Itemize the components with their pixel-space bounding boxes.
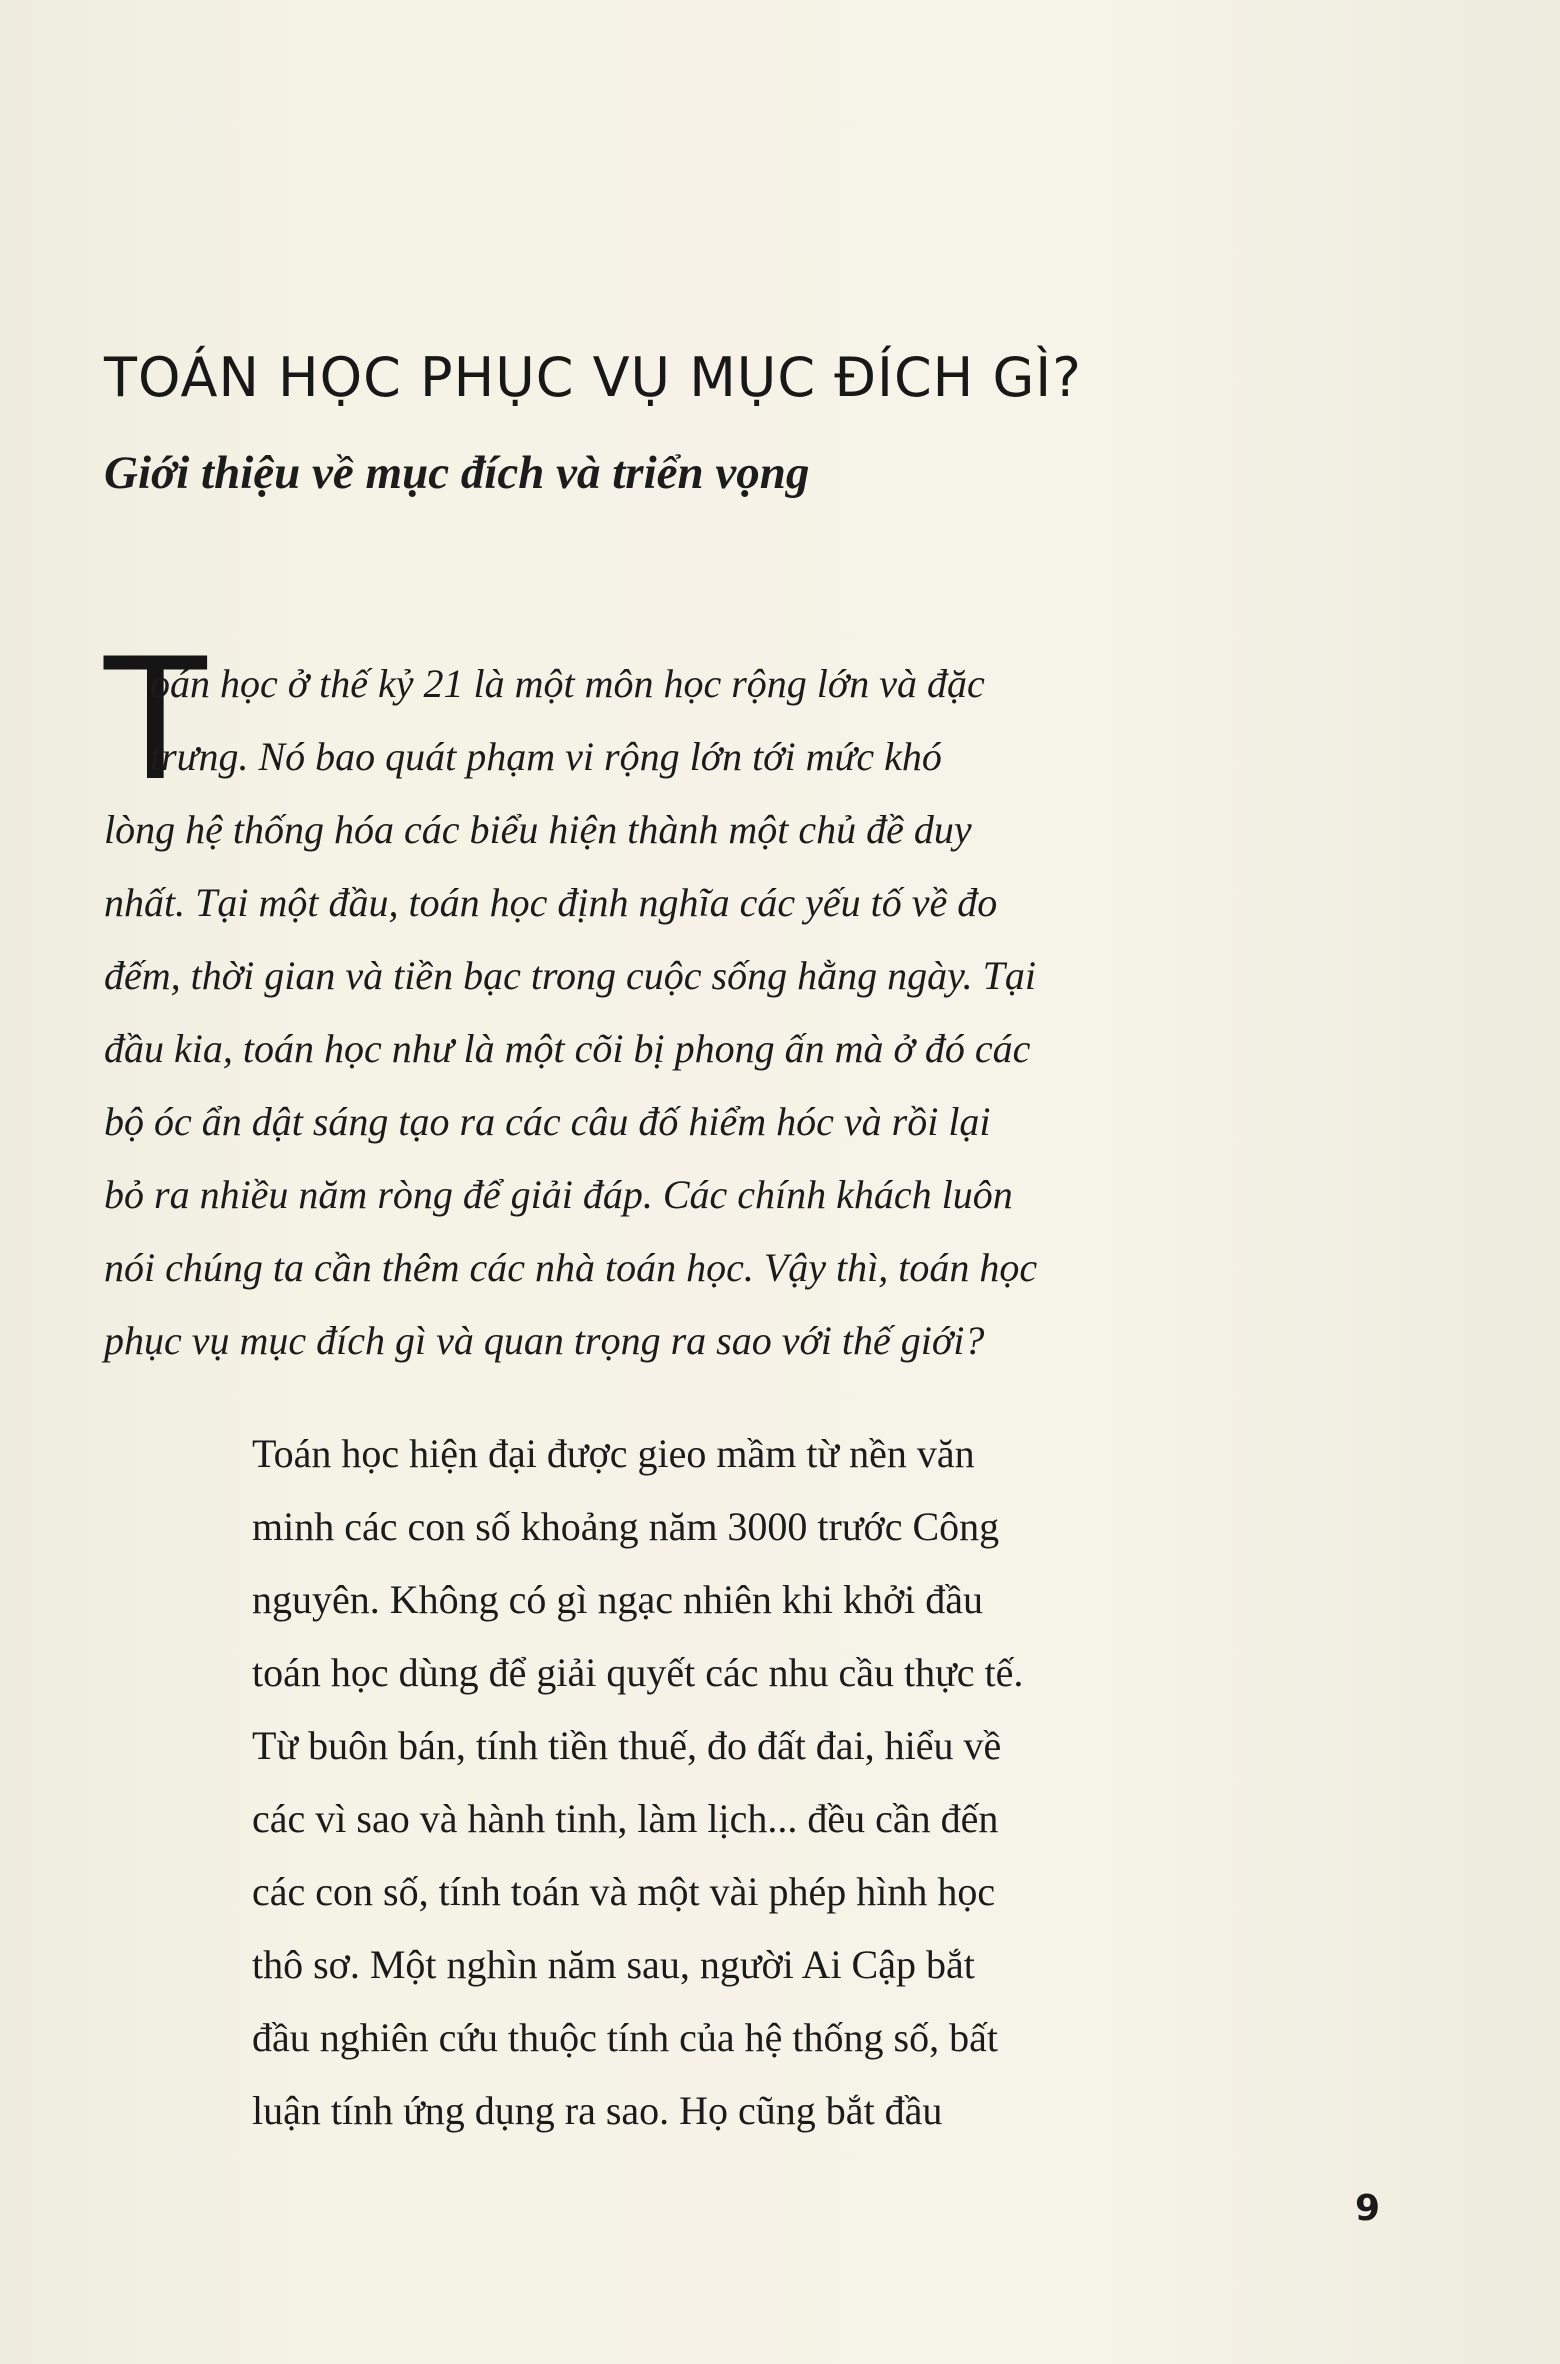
page-number: 9	[1355, 2188, 1381, 2229]
chapter-subtitle: Giới thiệu về mục đích và triển vọng	[104, 447, 810, 499]
intro-line: nói chúng ta cần thêm các nhà toán học. Vậy thì, toán học	[104, 1245, 1038, 1290]
intro-line: lòng hệ thống hóa các biểu hiện thành một chủ đề duy	[104, 807, 972, 852]
intro-line: bỏ ra nhiều năm ròng để giải đáp. Các chính khách luôn	[104, 1172, 1013, 1217]
intro-line: đầu kia, toán học như là một cõi bị phong ấn mà ở đó các	[104, 1026, 1031, 1071]
body-line: đầu nghiên cứu thuộc tính của hệ thống số, bất	[252, 2015, 998, 2060]
intro-line: trưng. Nó bao quát phạm vi rộng lớn tới mức khó	[150, 734, 942, 779]
body-line: Toán học hiện đại được gieo mầm từ nền văn	[252, 1431, 975, 1476]
body-line: nguyên. Không có gì ngạc nhiên khi khởi đầu	[252, 1577, 984, 1622]
body-line: luận tính ứng dụng ra sao. Họ cũng bắt đầu	[252, 2088, 943, 2133]
chapter-title: TOÁN HỌC PHỤC VỤ MỤC ĐÍCH GÌ?	[104, 346, 1082, 409]
body-line: minh các con số khoảng năm 3000 trước Công	[252, 1504, 1000, 1549]
body-line: Từ buôn bán, tính tiền thuế, đo đất đai, hiểu về	[252, 1723, 1002, 1768]
body-line: thô sơ. Một nghìn năm sau, người Ai Cập bắt	[252, 1942, 975, 1987]
body-line: toán học dùng để giải quyết các nhu cầu thực tế.	[252, 1650, 1024, 1695]
intro-line: bộ óc ẩn dật sáng tạo ra các câu đố hiểm hóc và rồi lại	[104, 1099, 991, 1144]
body-line: các vì sao và hành tinh, làm lịch... đều cần đến	[252, 1796, 999, 1841]
intro-line: oán học ở thế kỷ 21 là một môn học rộng lớn và đặc	[150, 661, 985, 706]
intro-line: phục vụ mục đích gì và quan trọng ra sao với thế giới?	[104, 1318, 985, 1363]
drop-cap: T	[104, 622, 207, 818]
intro-line: nhất. Tại một đầu, toán học định nghĩa các yếu tố về đo	[104, 880, 998, 925]
intro-line: đếm, thời gian và tiền bạc trong cuộc sống hằng ngày. Tại	[104, 953, 1036, 998]
body-line: các con số, tính toán và một vài phép hình học	[252, 1869, 996, 1914]
